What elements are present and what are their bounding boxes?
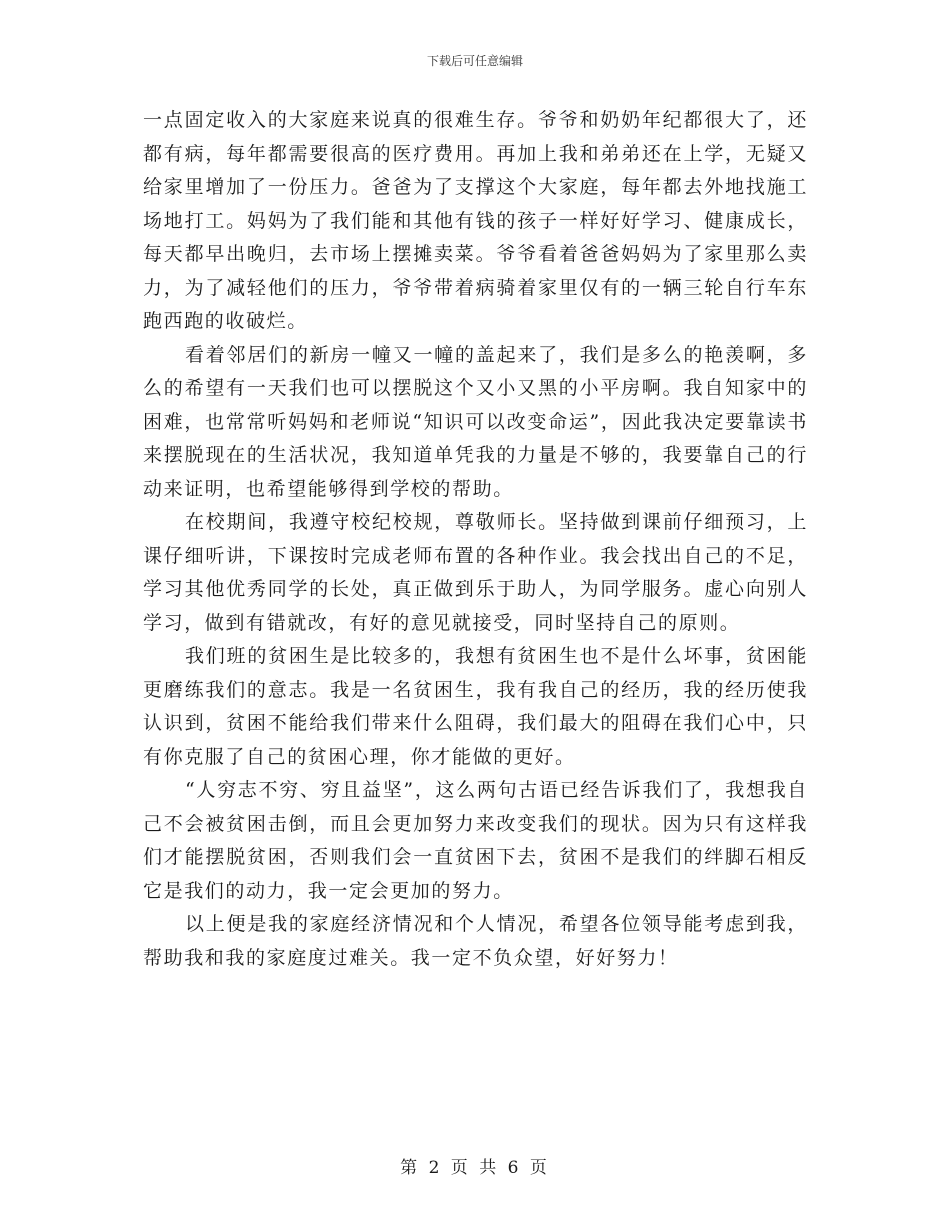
paragraph-1: 一点固定收入的大家庭来说真的很难生存。爷爷和奶奶年纪都很大了，还都有病，每年都需要很高的医疗费用。再加上我和弟弟还在上学，无疑又给家里增加了一份压力。爸爸为了支撑这个大家庭，每年都去外地找施工场地打工。妈妈为了我们能和其他有钱的孩子一样好好学习、健康成长，每天都早出晚归，去市场上摆摊卖菜。爷爷看着爸爸妈妈为了家里那么卖力，为了减轻他们的压力，爷爷带着病骑着家里仅有的一辆三轮自行车东跑西跑的收破烂。 (143, 109, 808, 332)
paragraph-5: “人穷志不穷、穷且益坚”，这么两句古语已经告诉我们了，我想我自己不会被贫困击倒，而且会更加努力来改变我们的现状。因为只有这样我们才能摆脱贫困，否则我们会一直贫困下去，贫困不是我们的绊脚石相反它是我们的动力，我一定会更加的努力。 (143, 779, 808, 902)
document-body (143, 104, 808, 975)
page-header-note: 下载后可任意编辑 (426, 54, 523, 68)
paragraph-4: 我们班的贫困生是比较多的，我想有贫困生也不是什么坏事，贫困能更磨练我们的意志。我是一名贫困生，我有我自己的经历，我的经历使我认识到，贫困不能给我们带来什么阻碍，我们最大的阻碍在我们心中，只有你克服了自己的贫困心理，你才能做的更好。 (143, 645, 808, 768)
paragraph-3: 在校期间，我遵守校纪校规，尊敬师长。坚持做到课前仔细预习，上课仔细听讲，下课按时完成老师布置的各种作业。我会找出自己的不足，学习其他优秀同学的长处，真正做到乐于助人，为同学服务。虚心向别人学习，做到有错就改，有好的意见就接受，同时坚持自己的原则。 (143, 511, 808, 634)
paragraph-6: 以上便是我的家庭经济情况和个人情况，希望各位领导能考虑到我，帮助我和我的家庭度过难关。我一定不负众望，好好努力！ (143, 913, 808, 969)
page-number-footer: 第 2 页 共 6 页 (400, 1158, 550, 1178)
paragraph-2: 看着邻居们的新房一幢又一幢的盖起来了，我们是多么的艳羡啊，多么的希望有一天我们也可以摆脱这个又小又黑的小平房啊。我自知家中的困难，也常常听妈妈和老师说“知识可以改变命运”，因此我决定要靠读书来摆脱现在的生活状况，我知道单凭我的力量是不够的，我要靠自己的行动来证明，也希望能够得到学校的帮助。 (143, 343, 808, 500)
